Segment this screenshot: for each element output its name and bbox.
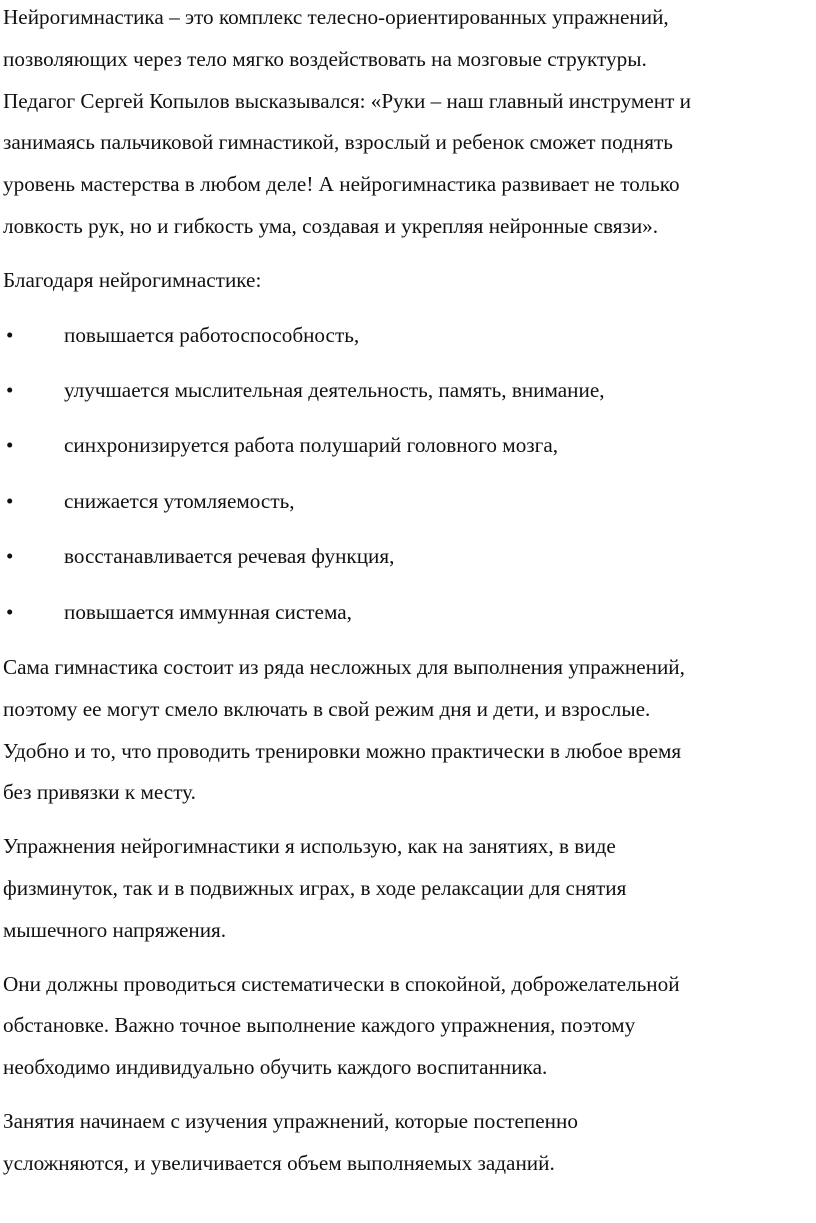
- text-line: усложняются, и увеличивается объем выполняемых заданий.: [3, 1150, 555, 1175]
- paragraph-exercises: [3, 647, 814, 814]
- list-heading: [3, 260, 814, 302]
- list-item-text: снижается утомляемость,: [64, 488, 295, 513]
- bullet-icon: •: [6, 433, 14, 458]
- text-line: Упражнения нейрогимнастики я использую, как на занятиях, в виде: [3, 834, 616, 859]
- paragraph-conditions: [3, 964, 814, 1089]
- text-line: Нейрогимнастика – это комплекс телесно-ориентированных упражнений,: [3, 5, 669, 29]
- list-item: [3, 425, 814, 480]
- list-item: [3, 536, 814, 591]
- text-line: Занятия начинаем с изучения упражнений, которые постепенно: [3, 1108, 578, 1133]
- list-item-text: синхронизируется работа полушарий головного мозга,: [64, 433, 559, 458]
- list-item: [3, 481, 814, 536]
- text-line: обстановке. Важно точное выполнение каждого упражнения, поэтому: [3, 1013, 636, 1038]
- text-line: уровень мастерства в любом деле! А нейрогимнастика развивает не только: [3, 172, 680, 197]
- text-line: Они должны проводиться систематически в спокойной, доброжелательной: [3, 971, 680, 996]
- text-line: Благодаря нейрогимнастике:: [3, 267, 262, 292]
- bullet-icon: •: [6, 544, 14, 569]
- text-line: поэтому ее могут смело включать в свой режим дня и дети, и взрослые.: [3, 696, 651, 721]
- list-item-text: повышается иммунная система,: [64, 599, 352, 624]
- text-line: без привязки к месту.: [3, 780, 196, 805]
- benefits-list: [3, 315, 814, 647]
- list-item-text: восстанавливается речевая функция,: [64, 544, 395, 569]
- text-line: мышечного напряжения.: [3, 917, 227, 942]
- text-line: ловкость рук, но и гибкость ума, создавая и укрепляя нейронные связи».: [3, 213, 659, 238]
- paragraph-progression: [3, 1101, 814, 1185]
- bullet-icon: •: [6, 377, 14, 402]
- text-line: Удобно и то, что проводить тренировки можно практически в любое время: [3, 738, 682, 763]
- bullet-icon: •: [6, 599, 14, 624]
- text-line: Сама гимнастика состоит из ряда несложных для выполнения упражнений,: [3, 654, 685, 679]
- text-line: занимаясь пальчиковой гимнастикой, взрослый и ребенок сможет поднять: [3, 130, 673, 155]
- intro-paragraph: [3, 0, 814, 248]
- bullet-icon: •: [6, 322, 14, 347]
- list-item: [3, 370, 814, 425]
- list-item: [3, 315, 814, 370]
- text-line: позволяющих через тело мягко воздействовать на мозговые структуры.: [3, 46, 647, 71]
- bullet-icon: •: [6, 488, 14, 513]
- list-item: [3, 592, 814, 647]
- list-item-text: улучшается мыслительная деятельность, память, внимание,: [64, 377, 605, 402]
- text-line: Педагог Сергей Копылов высказывался: «Руки – наш главный инструмент и: [3, 88, 691, 113]
- paragraph-usage: [3, 826, 814, 951]
- text-line: физминуток, так и в подвижных играх, в ходе релаксации для снятия: [3, 875, 627, 900]
- text-line: необходимо индивидуально обучить каждого воспитанника.: [3, 1055, 548, 1080]
- list-item-text: повышается работоспособность,: [64, 322, 360, 347]
